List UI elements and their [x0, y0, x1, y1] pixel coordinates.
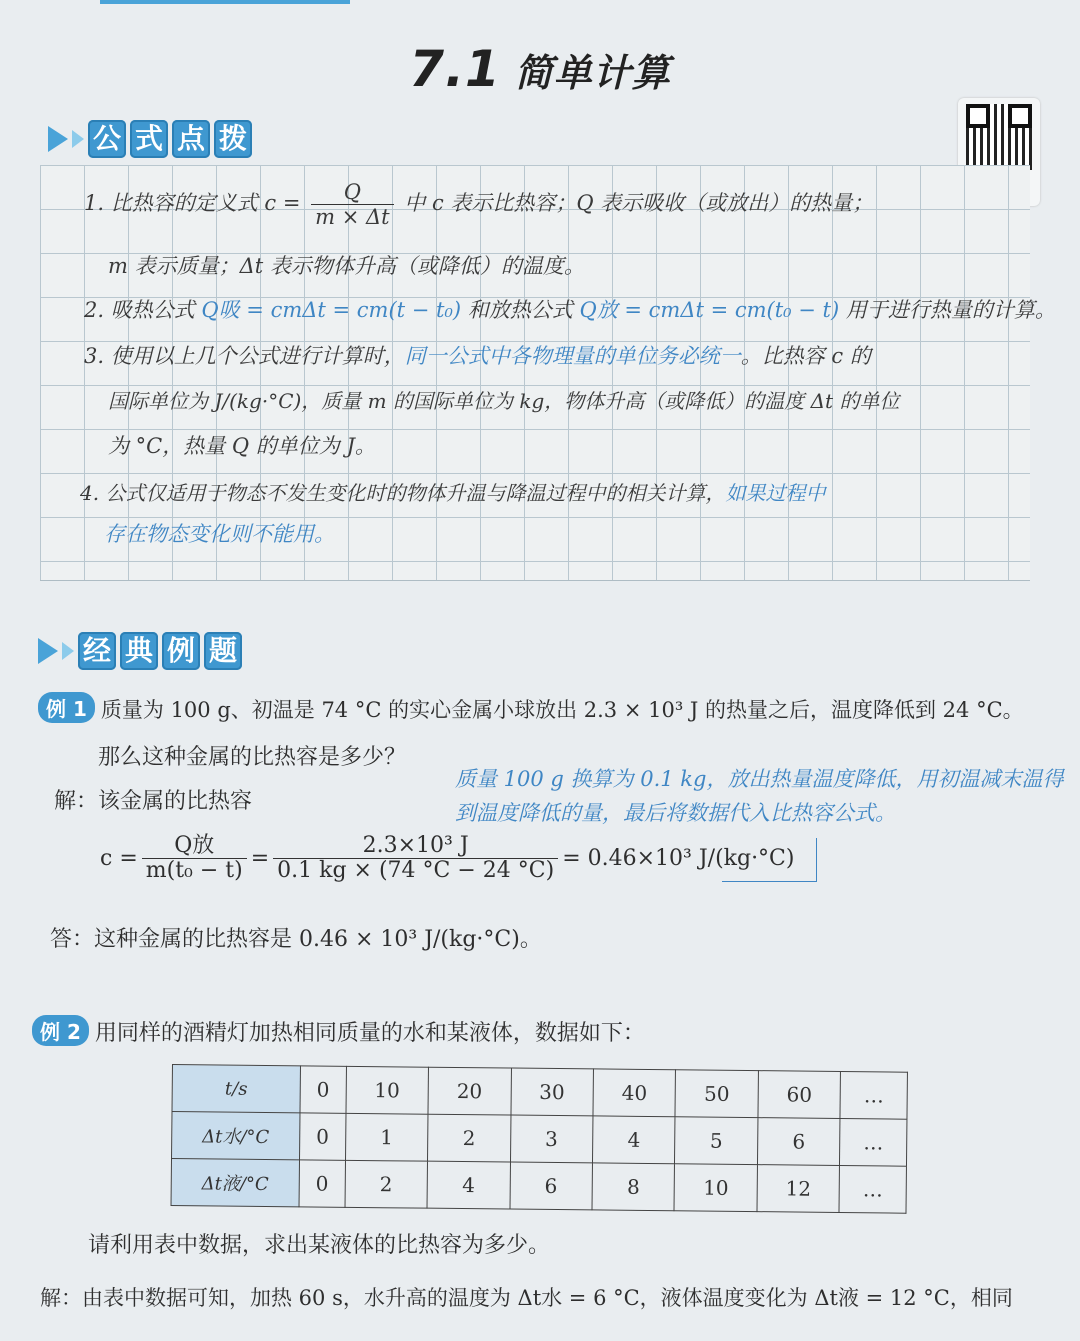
- point-3-c: 。比热容 c 的: [740, 344, 871, 368]
- point-3-line-2: 国际单位为 J/(kg·°C)，质量 m 的国际单位为 kg，物体升高（或降低）的温度 Δt 的单位: [108, 389, 900, 413]
- fraction-denominator: m × Δt: [315, 205, 390, 229]
- table-cell: 1: [345, 1113, 428, 1161]
- eq-fraction-2-num: 2.3×10³ J: [273, 834, 558, 859]
- point-2-e: 用于进行热量的计算。: [845, 298, 1056, 322]
- fraction-q-over-m-dt: [311, 180, 393, 229]
- table-cell: 60: [758, 1071, 841, 1119]
- eq-fraction-1: [142, 834, 247, 883]
- heat-absorb-formula: Q吸 = cmΔt = cm(t − t₀): [201, 298, 462, 322]
- table-cell: 50: [675, 1070, 758, 1118]
- point-4-line-2: 存在物态变化则不能用。: [104, 522, 335, 546]
- point-1-prefix: 1. 比热容的定义式 c =: [84, 191, 301, 215]
- table-cell: 3: [510, 1115, 593, 1163]
- data-table: [171, 1064, 908, 1214]
- example-1-label: 例 1: [38, 692, 95, 723]
- example-1-solution-intro: 解：该金属的比热容: [54, 789, 253, 814]
- table-row-header: Δt水/°C: [172, 1112, 300, 1160]
- example-1-question: [38, 692, 1024, 724]
- example-2-text: 用同样的酒精灯加热相同质量的水和某液体，数据如下：: [94, 1021, 645, 1046]
- table-cell: 0: [299, 1160, 345, 1207]
- point-1-line-2: m 表示质量；Δt 表示物体升高（或降低）的温度。: [108, 254, 585, 278]
- point-2-a: 2. 吸热公式: [84, 298, 195, 322]
- table-cell: 4: [592, 1116, 675, 1164]
- table-row-header: Δt液/°C: [171, 1159, 299, 1207]
- page-title: [0, 40, 1080, 98]
- table-cell: 5: [675, 1117, 758, 1165]
- table-cell: 40: [593, 1069, 676, 1117]
- handwritten-note: 质量 100 g 换算为 0.1 kg，放出热量温度降低，用初温减末温得到温度降低的量，最后将数据代入比热容公式。: [455, 767, 1064, 825]
- table-cell: 4: [427, 1161, 510, 1209]
- point-3: [84, 340, 871, 370]
- eq-result: = 0.46×10³ J/(kg·°C): [562, 846, 795, 871]
- section-chip: 典: [120, 632, 158, 670]
- section-arrow-small-icon: [72, 130, 84, 148]
- eq-fraction-2: [273, 834, 558, 883]
- table-row: [171, 1159, 906, 1214]
- point-2: [84, 294, 1056, 324]
- table-row: [172, 1065, 907, 1120]
- point-4-emphasis: 如果过程中: [725, 481, 826, 505]
- section-arrow-small-icon: [62, 642, 74, 660]
- example-2-label: 例 2: [32, 1015, 89, 1046]
- table-cell: …: [840, 1119, 907, 1167]
- example-2-ask: 请利用表中数据，求出某液体的比热容为多少。: [88, 1233, 551, 1258]
- section-chip: 经: [78, 632, 116, 670]
- point-1-suffix: 中 c 表示比热容；Q 表示吸收（或放出）的热量；: [404, 191, 874, 215]
- table-cell: 0: [300, 1113, 346, 1160]
- example-2-solution: 解：由表中数据可知，加热 60 s，水升高的温度为 Δt水 = 6 °C，液体温度变化为 Δt液 = 12 °C，相同: [40, 1286, 1013, 1310]
- point-3-line-3: 为 °C，热量 Q 的单位为 J。: [108, 434, 376, 458]
- table-cell: …: [840, 1072, 907, 1120]
- point-4-a: 4. 公式仅适用于物态不发生变化时的物体升温与降温过程中的相关计算，: [80, 481, 726, 505]
- eq-c: c =: [100, 846, 138, 871]
- table-cell: 8: [592, 1163, 675, 1211]
- eq-fraction-1-den: m(t₀ − t): [145, 858, 243, 883]
- eq-fraction-1-num: Q放: [142, 834, 247, 859]
- section-arrow-icon: [38, 638, 58, 664]
- title-number: 7.1: [409, 40, 501, 98]
- eq-equals: =: [250, 846, 270, 871]
- example-2-question: [32, 1015, 645, 1047]
- title-text: 简单计算: [514, 51, 671, 95]
- table-cell: 6: [757, 1118, 840, 1166]
- note-pointer-line: [816, 838, 817, 882]
- table-cell: 2: [428, 1114, 511, 1162]
- table-cell: 20: [428, 1067, 511, 1115]
- section-arrow-icon: [48, 126, 68, 152]
- example-1-line-2: 那么这种金属的比热容是多少？: [98, 745, 407, 770]
- table-cell: 10: [674, 1164, 757, 1212]
- section-chip: 式: [130, 120, 168, 158]
- qr-code-icon: [966, 104, 1032, 170]
- point-1: [84, 180, 873, 229]
- example-1-equation: [100, 834, 794, 883]
- point-4: [80, 477, 825, 506]
- heat-release-formula: Q放 = cmΔt = cm(t₀ − t): [579, 298, 840, 322]
- note-pointer-line: [722, 881, 817, 882]
- table-row: [172, 1112, 907, 1167]
- point-3-emphasis: 同一公式中各物理量的单位务必统一: [404, 344, 741, 368]
- section-chip: 拨: [214, 120, 252, 158]
- table-cell: 12: [757, 1165, 840, 1213]
- table-cell: 0: [300, 1066, 346, 1113]
- section-chip: 点: [172, 120, 210, 158]
- table-cell: 30: [510, 1068, 593, 1116]
- table-row-header: t/s: [172, 1065, 300, 1113]
- table-cell: 10: [346, 1066, 429, 1114]
- table-cell: 6: [509, 1162, 592, 1210]
- example-1-answer: 答：这种金属的比热容是 0.46 × 10³ J/(kg·°C)。: [50, 927, 542, 952]
- point-3-a: 3. 使用以上几个公式进行计算时，: [84, 344, 405, 368]
- top-color-bar: [100, 0, 350, 4]
- point-2-c: 和放热公式: [467, 298, 573, 322]
- fraction-numerator: Q: [311, 180, 393, 205]
- example-1-line-1: 质量为 100 g、初温是 74 °C 的实心金属小球放出 2.3 × 10³ J 的热量之后，温度降低到 24 °C。: [100, 698, 1024, 722]
- eq-fraction-2-den: 0.1 kg × (74 °C − 24 °C): [277, 858, 555, 883]
- table-cell: 2: [345, 1160, 428, 1208]
- section-chip: 例: [162, 632, 200, 670]
- table-cell: …: [839, 1165, 906, 1213]
- section-formula-tips-header: [48, 120, 256, 158]
- section-chip: 题: [204, 632, 242, 670]
- section-classic-examples-header: [38, 632, 246, 670]
- section-chip: 公: [88, 120, 126, 158]
